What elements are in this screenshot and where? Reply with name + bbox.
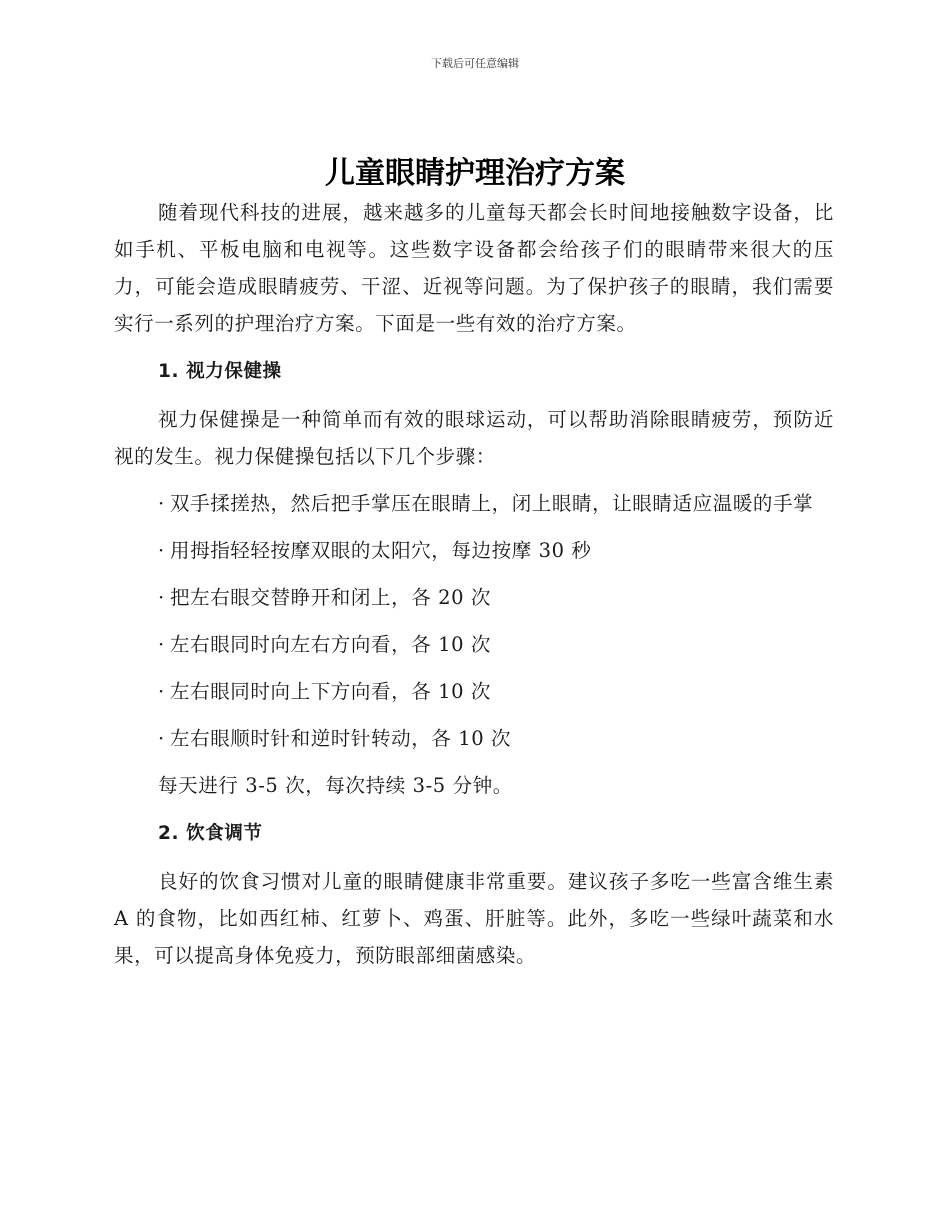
bullet-icon: ·: [158, 492, 165, 515]
list-item: · 双手揉搓热，然后把手掌压在眼睛上，闭上眼睛，让眼睛适应温暖的手掌: [114, 485, 834, 522]
bullet-icon: ·: [158, 727, 165, 750]
section-heading-eye-exercise: 1. 视力保健操: [158, 361, 282, 382]
bullet-icon: ·: [158, 539, 165, 562]
section-paragraph-diet: 良好的饮食习惯对儿童的眼睛健康非常重要。建议孩子多吃一些富含维生素 A 的食物，比如西红柿、红萝卜、鸡蛋、肝脏等。此外，多吃一些绿叶蔬菜和水果，可以提高身体免疫力，预防眼部细菌感染。: [114, 870, 834, 967]
list-item: · 左右眼同时向上下方向看，各 10 次: [114, 673, 834, 710]
list-item: · 左右眼同时向左右方向看，各 10 次: [114, 626, 834, 663]
list-item: · 把左右眼交替睁开和闭上，各 20 次: [114, 579, 834, 616]
bullet-icon: ·: [158, 680, 165, 703]
intro-paragraph: 随着现代科技的进展，越来越多的儿童每天都会长时间地接触数字设备，比如手机、平板电脑和电视等。这些数字设备都会给孩子们的眼睛带来很大的压力，可能会造成眼睛疲劳、干涩、近视等问题。为了保护孩子的眼睛，我们需要实行一系列的护理治疗方案。下面是一些有效的治疗方案。: [114, 201, 834, 335]
document-body: [114, 194, 834, 974]
bullet-icon: ·: [158, 586, 165, 609]
header-note: 下载后可任意编辑: [431, 57, 519, 70]
section-closing-eye-exercise: 每天进行 3-5 次，每次持续 3-5 分钟。: [158, 774, 513, 797]
section-heading-diet: 2. 饮食调节: [158, 823, 263, 844]
bullet-icon: ·: [158, 633, 165, 656]
list-item: · 用拇指轻轻按摩双眼的太阳穴，每边按摩 30 秒: [114, 532, 834, 569]
section-paragraph-eye-exercise: 视力保健操是一种简单而有效的眼球运动，可以帮助消除眼睛疲劳，预防近视的发生。视力保健操包括以下几个步骤：: [114, 408, 834, 468]
exercise-step-list: [114, 485, 834, 757]
page-title: 儿童眼睛护理治疗方案: [325, 156, 625, 191]
list-item: · 左右眼顺时针和逆时针转动，各 10 次: [114, 720, 834, 757]
